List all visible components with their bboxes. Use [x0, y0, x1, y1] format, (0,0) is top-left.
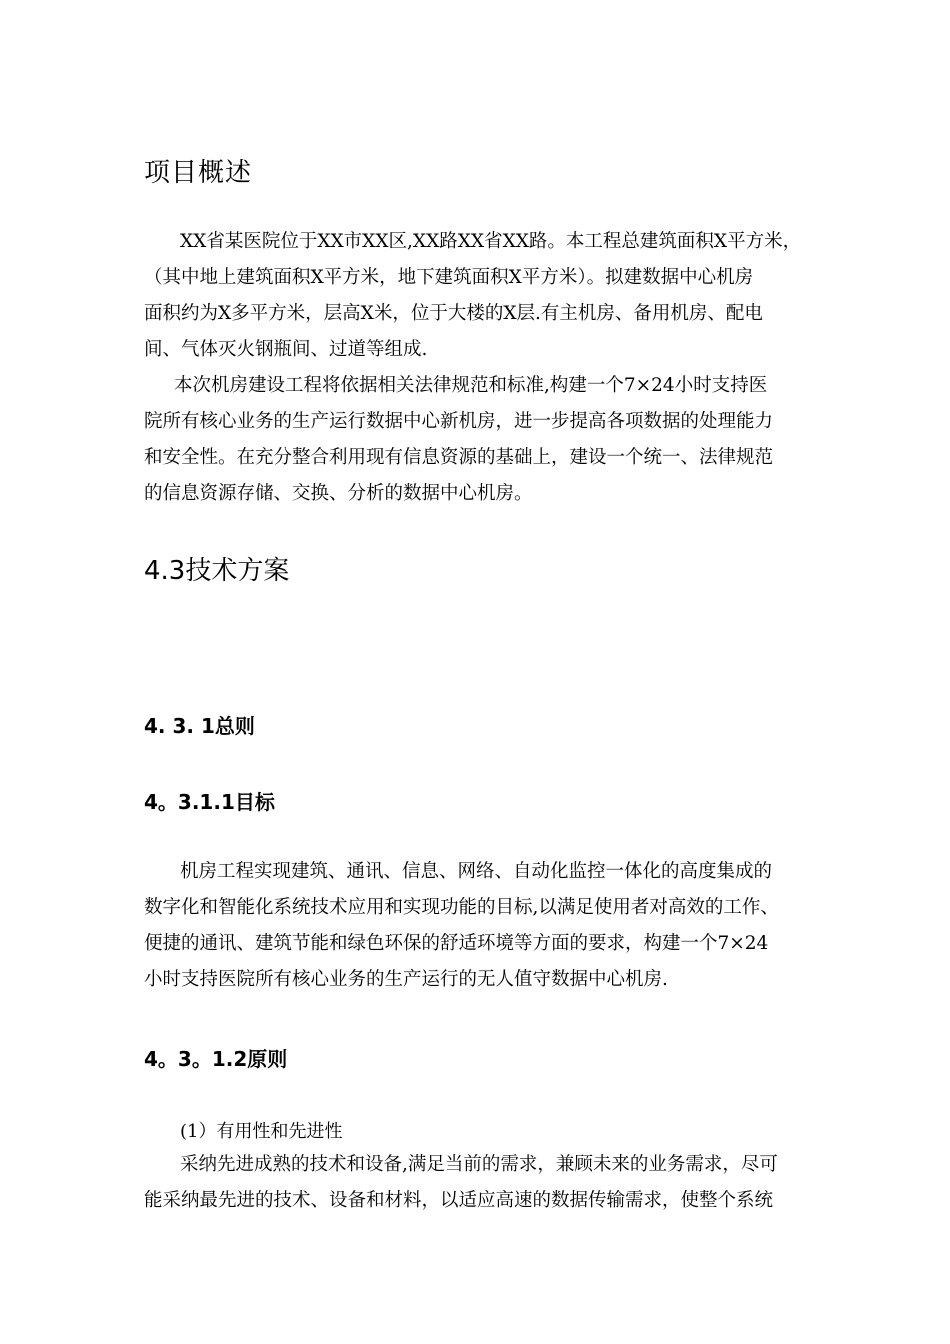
text-line: XX省某医院位于XX市XX区,XX路XX省XX路。本工程总建筑面积X平方米，: [180, 231, 802, 252]
text-line: 便捷的通讯、建筑节能和绿色环保的舒适环境等方面的要求，构建一个7×24: [144, 933, 769, 954]
text-line: 机房工程实现建筑、通讯、信息、网络、自动化监控一体化的高度集成的: [180, 861, 773, 882]
heading-general-rules: 4. 3. 1总则: [144, 714, 255, 738]
heading-goal: 4。3.1.1目标: [144, 790, 275, 814]
text-line: 间、气体灭火钢瓶间、过道等组成.: [144, 339, 428, 360]
paragraph-principle: [144, 1147, 778, 1219]
text-line: 和安全性。在充分整合利用现有信息资源的基础上，建设一个统一、法律规范: [144, 447, 774, 468]
text-line: （其中地上建筑面积X平方米，地下建筑面积X平方米）。拟建数据中心机房: [144, 267, 754, 288]
paragraph-overview-location: [144, 224, 801, 368]
text-line: 数字化和智能化系统技术应用和实现功能的目标,以满足使用者对高效的工作、: [144, 897, 779, 918]
paragraph-goal: [144, 854, 779, 998]
text-line: 院所有核心业务的生产运行数据中心新机房，进一步提高各项数据的处理能力: [144, 411, 774, 432]
text-line: 能采纳最先进的技术、设备和材料，以适应高速的数据传输需求，使整个系统: [144, 1190, 774, 1211]
heading-technical-plan: 4.3技术方案: [144, 556, 290, 586]
text-line: 本次机房建设工程将依据相关法律规范和标准,构建一个7×24小时支持医: [174, 375, 768, 396]
paragraph-overview-goal: [144, 368, 773, 512]
text-line: 的信息资源存储、交换、分析的数据中心机房。: [144, 483, 533, 504]
heading-project-overview: 项目概述: [144, 158, 253, 188]
list-item-practicality: (1）有用性和先进性: [180, 1121, 343, 1142]
text-line: 采纳先进成熟的技术和设备,满足当前的需求，兼顾未来的业务需求，尽可: [180, 1154, 778, 1175]
text-line: 面积约为X多平方米，层高X米，位于大楼的X层.有主机房、备用机房、配电: [144, 303, 763, 324]
text-line: 小时支持医院所有核心业务的生产运行的无人值守数据中心机房.: [144, 969, 668, 990]
heading-principle: 4。3。1.2原则: [144, 1047, 288, 1071]
